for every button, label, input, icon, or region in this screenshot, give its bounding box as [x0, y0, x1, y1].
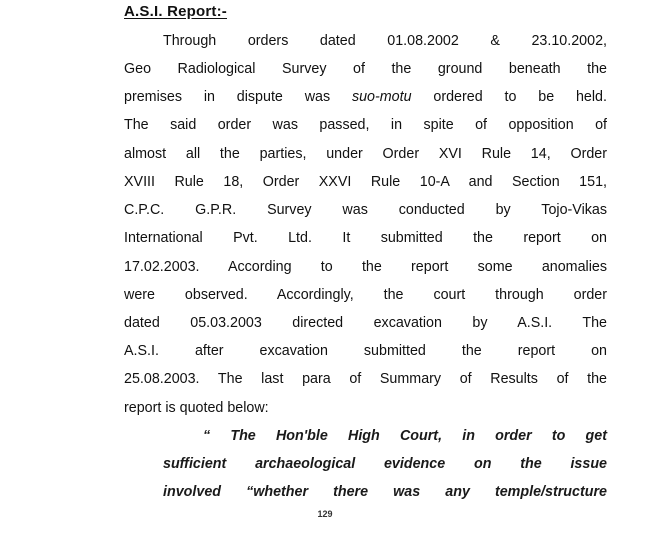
body-line-2: Geo Radiological Survey of the ground beneath the — [124, 61, 607, 77]
body-line-5: almost all the parties, under Order XVI Rule 14, Order — [124, 146, 607, 162]
body-line-10: were observed. Accordingly, the court through order — [124, 287, 607, 303]
body-line-1: Through orders dated 01.08.2002 & 23.10.2002, — [163, 33, 607, 49]
body-line-14: report is quoted below: — [124, 400, 269, 416]
body-line-8: International Pvt. Ltd. It submitted the report on — [124, 230, 607, 246]
body-line-7: C.P.C. G.P.R. Survey was conducted by Tojo-Vikas — [124, 202, 607, 218]
quote-line-1: “ The Hon'ble High Court, in order to get — [203, 428, 607, 444]
body-line-12: A.S.I. after excavation submitted the report on — [124, 343, 607, 359]
quote-line-3: involved “whether there was any temple/structure — [163, 484, 607, 500]
suo-motu-italic: suo-motu — [351, 89, 412, 105]
body-line-3 — [124, 88, 607, 106]
body-line-3-start: premises in dispute was — [124, 89, 331, 105]
body-line-3-end: ordered to be held. — [433, 89, 607, 105]
body-line-9: 17.02.2003. According to the report some anomalies — [124, 259, 607, 275]
page-number: 129 — [317, 509, 333, 519]
body-line-4: The said order was passed, in spite of opposition of — [124, 117, 607, 133]
quote-line-2: sufficient archaeological evidence on the issue — [163, 456, 607, 472]
body-line-6: XVIII Rule 18, Order XXVI Rule 10-A and Section 151, — [124, 174, 607, 190]
body-line-11: dated 05.03.2003 directed excavation by A.S.I. The — [124, 315, 607, 331]
section-heading: A.S.I. Report:- — [124, 3, 227, 20]
body-line-13: 25.08.2003. The last para of Summary of Results of the — [124, 371, 607, 387]
